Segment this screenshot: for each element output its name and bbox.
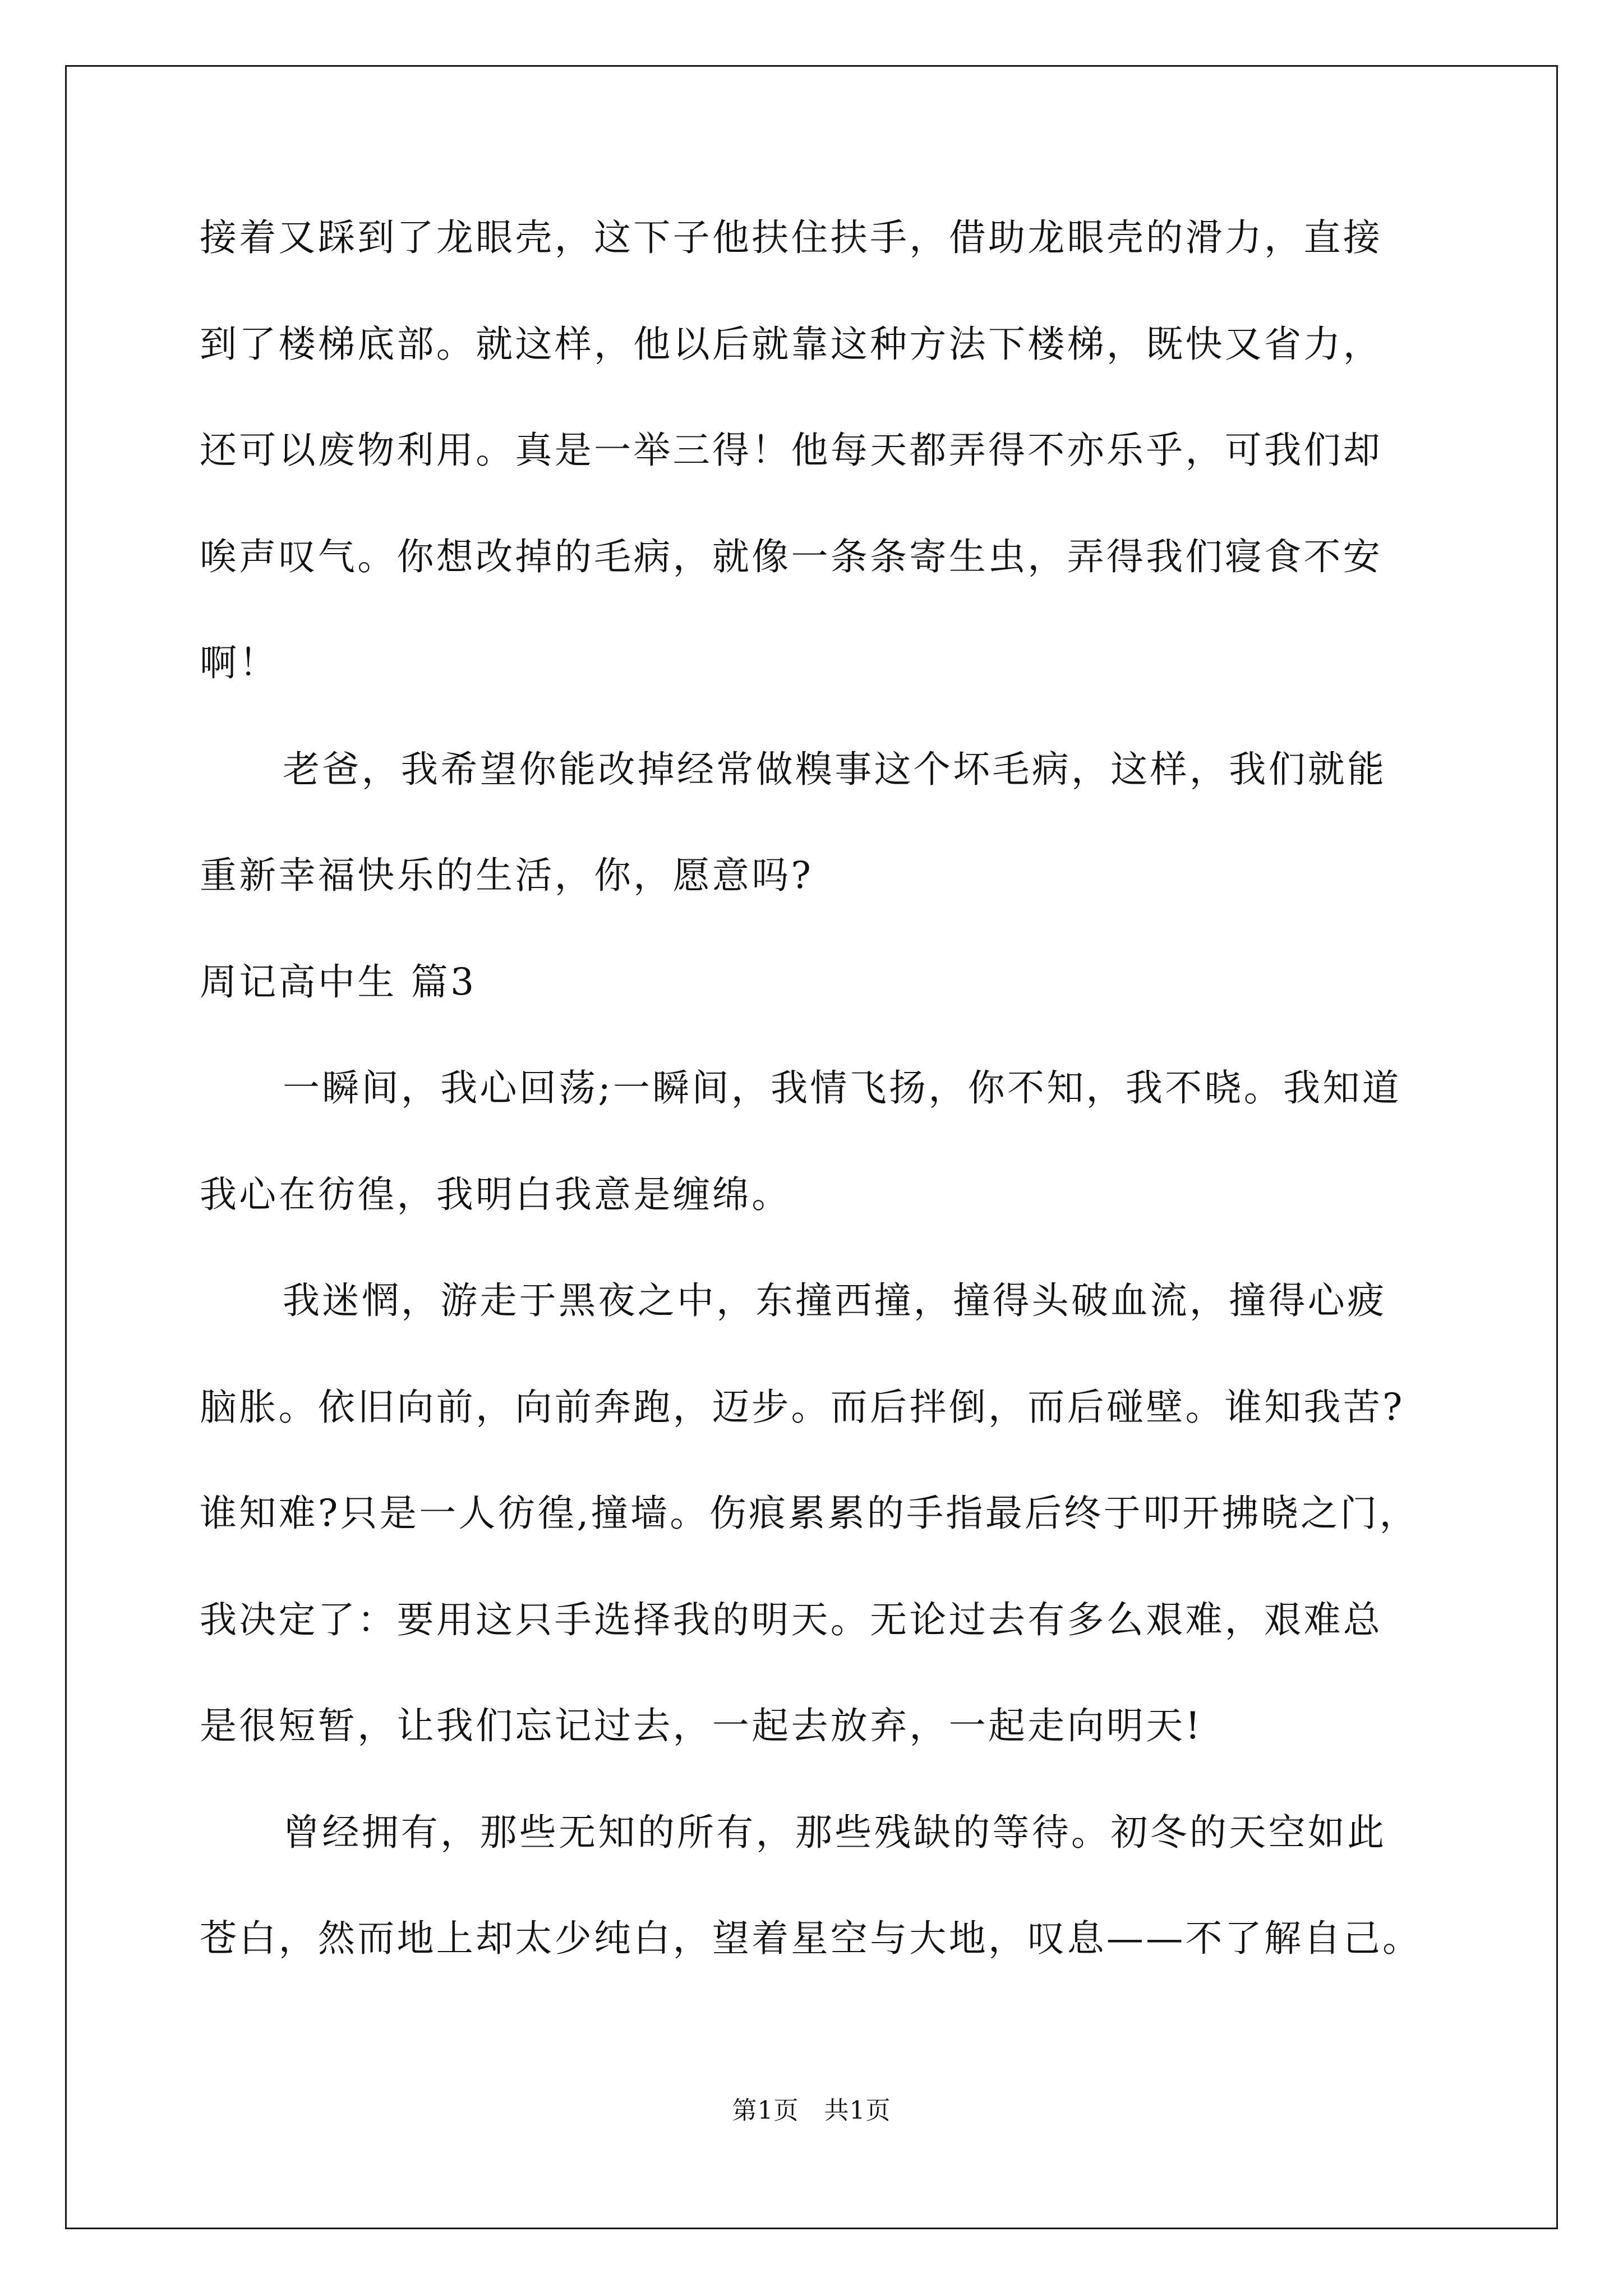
text-line: 曾经拥有，那些无知的所有，那些残缺的等待。初冬的天空如此 [283, 1810, 1387, 1854]
section-heading: 周记高中生 篇3 [200, 960, 477, 1004]
text-line: 到了楼梯底部。就这样，他以后就靠这种方法下楼梯，既快又省力， [200, 322, 1382, 366]
document-body [200, 216, 1433, 2026]
text-line: 是很短暂，让我们忘记过去，一起去放弃，一起走向明天! [200, 1704, 1203, 1747]
text-line: 老爸，我希望你能改掉经常做糗事这个坏毛病，这样，我们就能 [283, 747, 1387, 791]
text-line: 还可以废物利用。真是一举三得！他每天都弄得不亦乐乎，可我们却 [200, 429, 1382, 472]
text-line: 一瞬间，我心回荡;一瞬间，我情飞扬，你不知，我不晓。我知道 [283, 1066, 1401, 1110]
text-line: 谁知难?只是一人彷徨,撞墙。伤痕累累的手指最后终于叩开拂晓之门， [200, 1492, 1419, 1535]
text-line: 我心在彷徨，我明白我意是缠绵。 [200, 1172, 791, 1216]
text-line: 啊！ [200, 641, 279, 684]
text-line: 重新幸福快乐的生活，你，愿意吗? [200, 854, 814, 897]
text-line: 我迷惘，游走于黑夜之中，东撞西撞，撞得头破血流，撞得心疲 [283, 1279, 1387, 1322]
text-line: 接着又踩到了龙眼壳，这下子他扶住扶手，借助龙眼壳的滑力，直接 [200, 216, 1382, 259]
text-line: 我决定了：要用这只手选择我的明天。无论过去有多么艰难，艰难总 [200, 1598, 1382, 1641]
text-line: 脑胀。依旧向前，向前奔跑，迈步。而后拌倒，而后碰壁。谁知我苦? [200, 1385, 1405, 1429]
text-line: 唉声叹气。你想改掉的毛病，就像一条条寄生虫，弄得我们寝食不安 [200, 535, 1382, 578]
page-number-footer: 第1页 共1页 [732, 2096, 891, 2125]
text-line: 苍白，然而地上却太少纯白，望着星空与大地，叹息——不了解自己。 [200, 1917, 1422, 1960]
